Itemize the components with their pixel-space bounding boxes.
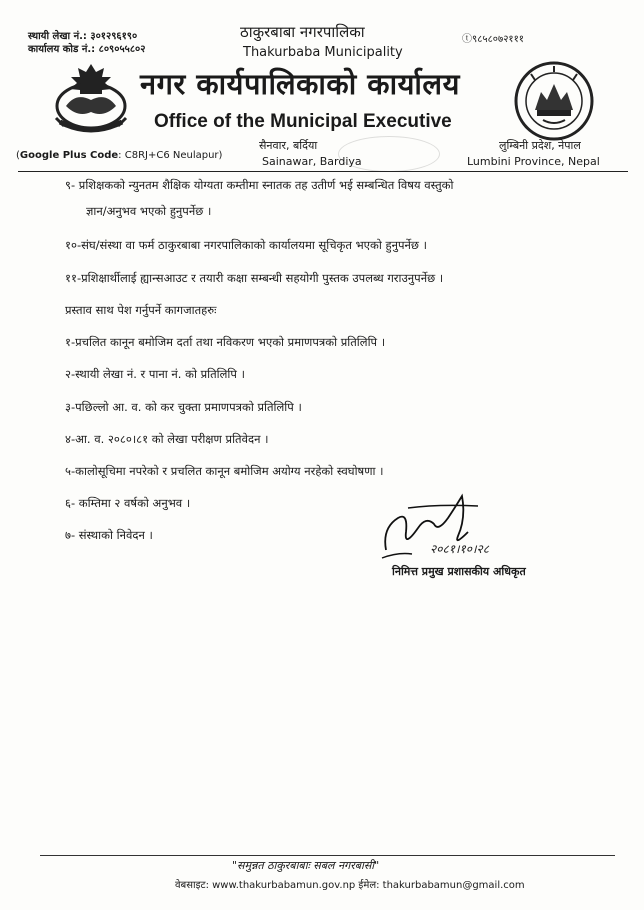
footer-divider xyxy=(40,855,615,856)
main-title-np: नगर कार्यपालिकाको कार्यालय xyxy=(140,67,460,101)
main-title-en: Office of the Municipal Executive xyxy=(154,111,452,132)
municipality-name-np: ठाकुरबाबा नगरपालिका xyxy=(240,23,365,41)
office-code: कार्यालय कोड नं.: ८०९०५५८०२ xyxy=(28,44,146,55)
location-en: Sainawar, Bardiya xyxy=(262,155,362,168)
doc-item-2: २-स्थायी लेखा नं. र पाना नं. को प्रतिलिपि । xyxy=(65,367,245,381)
footer-motto: "समुन्नत ठाकुरबाबाः सबल नगरबासी" xyxy=(232,859,380,872)
signature-date: २०८१।१०।२८ xyxy=(430,542,490,556)
doc-item-6: ६- कम्तिमा २ वर्षको अनुभव । xyxy=(65,496,191,510)
doc-item-7: ७- संस्थाको निवेदन । xyxy=(65,528,153,542)
footer-contact: वेबसाइट: www.thakurbabamun.gov.np ईमेल: thakurbabamun@gmail.com xyxy=(175,880,525,891)
item-11: ११-प्रशिक्षार्थीलाई ह्यान्सआउट र तयारी कक्षा सम्बन्धी सहयोगी पुस्तक उपलब्ध गराउनुपर्नेछ । xyxy=(65,271,444,285)
municipality-name-en: Thakurbaba Municipality xyxy=(243,45,403,60)
doc-item-5: ५-कालोसूचिमा नपरेको र प्रचलित कानून बमोजिम अयोग्य नरहेको स्वघोषणा । xyxy=(65,464,384,478)
google-code-value: : C8RJ+C6 Neulapur) xyxy=(118,150,223,161)
item-9-line-1: ९- प्रशिक्षकको न्युनतम शैक्षिक योग्यता कम्तीमा स्नातक तह उतीर्ण भई सम्बन्धित विषय वस्तुको xyxy=(65,178,454,192)
item-9-line-2: ज्ञान/अनुभव भएको हुनुपर्नेछ । xyxy=(86,204,212,218)
nepal-emblem-logo xyxy=(50,60,132,138)
google-code-label: Google Plus Code xyxy=(19,150,119,161)
province-np: लुम्बिनी प्रदेश, नेपाल xyxy=(499,139,581,152)
doc-item-3: ३-पछिल्लो आ. व. को कर चुक्ता प्रमाणपत्रको प्रतिलिपि । xyxy=(65,400,302,414)
google-plus-code: (Google Plus Code: C8RJ+C6 Neulapur) xyxy=(16,150,223,161)
documents-heading: प्रस्ताव साथ पेश गर्नुपर्ने कागजातहरुः xyxy=(65,303,217,317)
item-10: १०-संघ/संस्था वा फर्म ठाकुरबाबा नगरपालिकाको कार्यालयमा सूचिकृत भएको हुनुपर्नेछ । xyxy=(65,238,427,252)
location-np: सैनवार, बर्दिया xyxy=(259,139,318,152)
province-en: Lumbini Province, Nepal xyxy=(467,155,600,168)
pan-number: स्थायी लेखा नं.: ३०१२९६१९० xyxy=(28,31,138,42)
municipality-seal-logo xyxy=(513,60,595,142)
header-registration xyxy=(28,30,145,56)
signatory-designation: निमित्त प्रमुख प्रशासकीय अधिकृत xyxy=(392,565,526,578)
doc-item-4: ४-आ. व. २०८०।८१ को लेखा परीक्षण प्रतिवेदन । xyxy=(65,432,269,446)
phone-number: ⓣ९८५८०७२१११ xyxy=(462,34,524,45)
doc-item-1: १-प्रचलित कानून बमोजिम दर्ता तथा नविकरण भएको प्रमाणपत्रको प्रतिलिपि । xyxy=(65,335,386,349)
